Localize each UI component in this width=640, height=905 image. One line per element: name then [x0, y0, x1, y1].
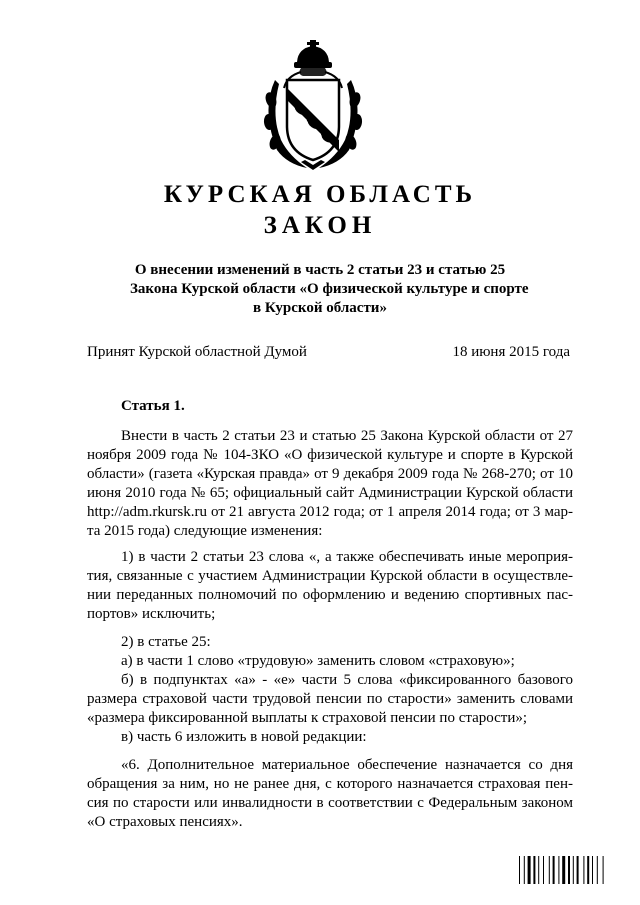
subtitle-line: в Курской области» — [253, 300, 387, 316]
paragraph-line: портов» исключить; — [87, 606, 216, 622]
paragraph-line: «размера фиксированной выплаты к страховой пенсии по старости»; — [87, 710, 528, 726]
paragraph-line: http://adm.rkursk.ru от 21 августа 2012 года; от 1 апреля 2014 года; от 3 мар- — [87, 504, 573, 520]
paragraph-line: обращения за ним, но не ранее дня, с которого назначается страховая пен- — [87, 776, 573, 792]
barcode — [519, 856, 607, 884]
article-heading: Статья 1. — [121, 398, 185, 414]
paragraph-line: «6. Дополнительное материальное обеспечение назначается со дня — [121, 757, 573, 773]
paragraph-line: сия по старости или инвалидности в соответствии с Федеральным законом — [87, 795, 573, 811]
law-subtitle — [130, 261, 529, 318]
paragraph-line: размера страховой части трудовой пенсии по старости» заменить словами — [87, 691, 573, 707]
subtitle-line: Закона Курской области «О физической культуре и спорте — [130, 281, 529, 297]
paragraph-line: в) часть 6 изложить в новой редакции: — [121, 729, 367, 745]
paragraph-line: области» (газета «Курская правда» от 9 декабря 2009 года № 268-270; от 10 — [87, 466, 573, 482]
adopted-by-text: Принят Курской областной Думой — [87, 344, 307, 360]
paragraph-line: 1) в части 2 статьи 23 слова «, а также обеспечивать иные мероприя- — [121, 549, 573, 565]
intro-paragraph — [87, 427, 573, 541]
subtitle-line: О внесении изменений в часть 2 статьи 23 и статью 25 — [134, 262, 506, 278]
adoption-date: 18 июня 2015 года — [452, 344, 570, 360]
paragraph-line: а) в части 1 слово «трудовую» заменить словом «страховую»; — [121, 653, 515, 669]
paragraph-line: июня 2010 года № 65; официальный сайт Администрации Курской области — [87, 485, 573, 501]
paragraph-line: 2) в статье 25: — [121, 634, 211, 650]
quoted-paragraph — [87, 756, 573, 832]
paragraph-line: нии переданных полномочий по оформлению и ведению спортивных пас- — [87, 587, 573, 603]
item-2-paragraph — [87, 633, 573, 747]
item-1-paragraph — [87, 548, 573, 624]
paragraph-line: тия, связанные с участием Администрации Курской области в осуществле- — [87, 568, 573, 584]
paragraph-line: Внести в часть 2 статьи 23 и статью 25 Закона Курской области от 27 — [121, 428, 573, 444]
paragraph-line: «О страховых пенсиях». — [87, 814, 243, 830]
paragraph-line: ноября 2009 года № 104-ЗКО «О физической культуре и спорте в Курской — [87, 447, 573, 463]
paragraph-line: та 2015 года) следующие изменения: — [87, 523, 323, 539]
document-type-title: ЗАКОН — [263, 212, 377, 239]
coat-of-arms-emblem — [257, 40, 369, 172]
paragraph-line: б) в подпунктах «а» - «е» части 5 слова «фиксированного базового — [121, 672, 573, 688]
region-title: КУРСКАЯ ОБЛАСТЬ — [163, 181, 477, 208]
